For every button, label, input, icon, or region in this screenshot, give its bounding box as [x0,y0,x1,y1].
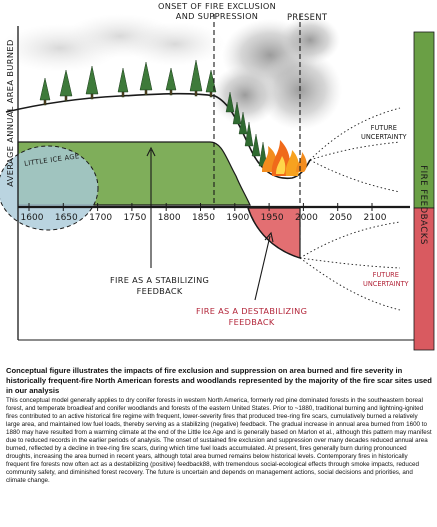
x-axis-tick-labels [21,213,387,223]
figure-caption [6,366,432,486]
destabilizing-arrow [255,233,273,300]
destabilizing-feedback-label: FIRE AS A DESTABILIZING FEEDBACK [196,306,308,327]
onset-label: ONSET OF FIRE EXCLUSION AND SUPPRESSION [158,1,277,21]
x-tick-label-2100: 2100 [363,213,387,223]
x-tick-label-1800: 1800 [157,213,181,223]
x-tick-label-1950: 1950 [260,213,284,223]
x-tick-label-1650: 1650 [54,213,78,223]
x-tick-label-1750: 1750 [123,213,147,223]
future-uncertainty-lines-bottom [300,222,400,310]
future-uncertainty-bottom-label: FUTURE UNCERTAINTY [363,271,409,288]
future-uncertainty-top-label: FUTURE UNCERTAINTY [361,124,407,141]
x-tick-label-1850: 1850 [192,213,215,223]
x-tick-label-2050: 2050 [329,213,353,223]
x-tick-label-2000: 2000 [294,213,318,223]
stabilizing-feedback-label: FIRE AS A STABILIZING FEEDBACK [110,275,210,296]
x-tick-label-1900: 1900 [226,213,250,223]
wildfire-smoke [211,16,342,130]
x-tick-label-1600: 1600 [20,213,44,223]
little-ice-age-label: LITTLE ICE AGE [23,152,81,168]
x-tick-label-1700: 1700 [89,213,113,223]
right-axis-label: FIRE FEEDBACKS [418,165,428,245]
y-axis-label: AVERAGE ANNUAL AREA BURNED [5,39,15,187]
caption-title: Conceptual figure illustrates the impacts of fire exclusion and suppression on area burned and fire severity in historically frequent-fire North American forests and woodlands represented by the majority of the fire scar sites used in our analysis [6,366,432,395]
caption-body: This conceptual model generally applies to dry conifer forests in western North America, formerly red pine dominated forests in the southeastern boreal forest, and temperate broadleaf and conifer woodlands and forests of the eastern United States. Prior to ~1880, traditional burning and lightning-ignited fires contributed to an active historical fire regime with frequent, lower-severity fires that produced tree-ring fire scars, cumulatively burned a relatively large area, and maintained low fuel loads, thereby serving as a stabilizing (negative) feedback. The gradual increase in annual area burned from 1600 to 1880 may have resulted from a warming climate at the end of the Little Ice Age and is generally based on Marlon et al., although this pattern may manifest due to reduced records in the earlier periods of analysis. The onset of sustained fire exclusion and suppression over many decades reduced annual area burned, reflected by a decline in tree-ring fire scars, during which time fuel loads accumulated. At present, fires generally burn during pronounced droughts, increasing the area burned in recent years, although total area burned remains below historical levels. Contemporary fires in historically frequent fire forests now often act as a destabilizing (positive) feedback88, with tremendous social-ecological effects through smoke impacts, reduced community safety, and diminished forest recovery. The future is uncertain and depends on management actions, social decisions and priorities, and climate change. [6,397,432,485]
present-label: PRESENT [287,12,328,22]
historic-smoke [0,14,225,72]
